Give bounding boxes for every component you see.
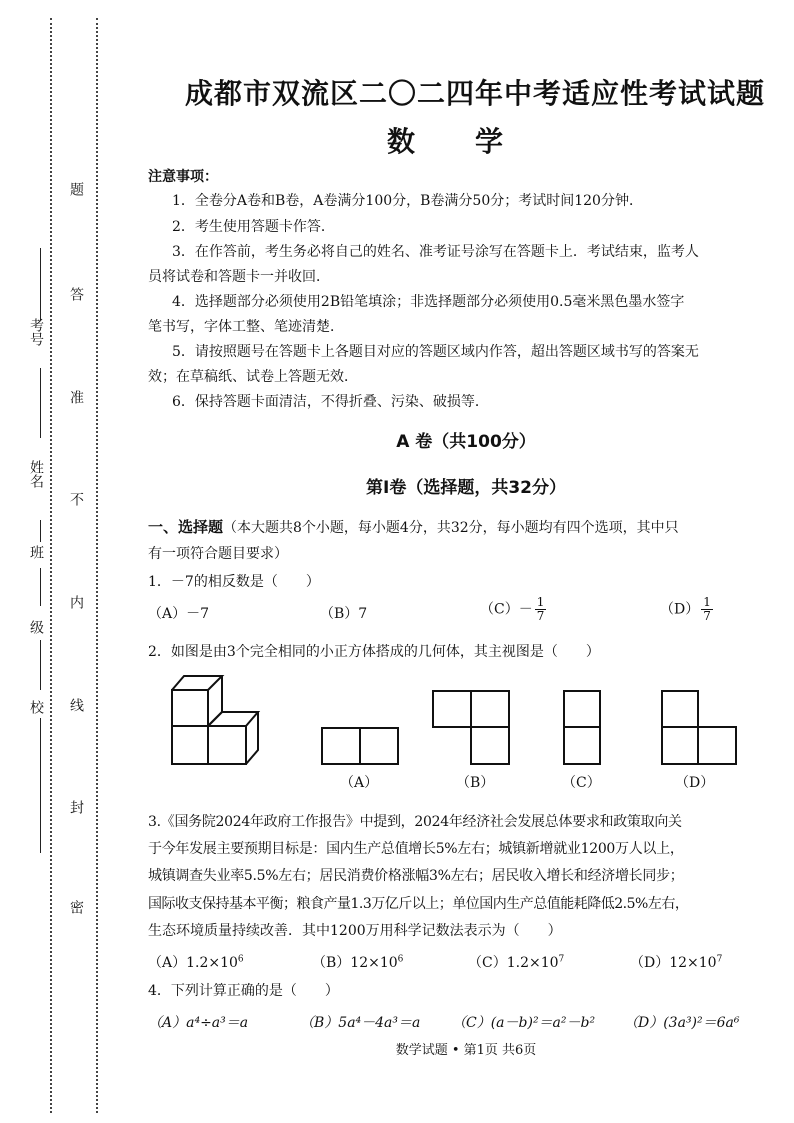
note-line-3b: 员将试卷和答题卡一并收回． [148, 269, 330, 285]
q1-c-denominator: 7 [536, 609, 545, 623]
q2-label-d: （D） [675, 775, 715, 791]
q3-option-b [312, 952, 403, 972]
seal-char-zhun: 准 [68, 390, 84, 404]
q3-a-base: （A）1.2×10 [148, 955, 238, 971]
q4-option-d: （D）(3a³)²＝6a⁶ [624, 1015, 740, 1031]
q3-b-exp: 6 [397, 954, 404, 965]
q3-line-2: 于今年发展主要预期目标是：国内生产总值增长5%左右；城镇新增就业1200万人以上， [148, 841, 684, 857]
grade-label: 级 [28, 620, 44, 634]
part1-desc-1: （本大题共8个小题，每小题4分，共32分，每小题均有四个选项，其中只 [223, 520, 679, 536]
note-line-4: 4．选择题部分必须使用2B铅笔填涂；非选择题部分必须使用0.5毫米黑色墨水签字 [172, 294, 685, 310]
q1-option-d-fraction [701, 596, 713, 623]
q2-figure-a-right [359, 727, 399, 765]
binding-dotted-line-outer [50, 18, 52, 1113]
section-1-heading: 第Ⅰ卷（选择题，共32分） [366, 478, 566, 498]
cube-solid-figure [168, 674, 288, 774]
q3-a-exp: 6 [237, 954, 244, 965]
q1-option-d [660, 596, 713, 623]
note-line-2: 2．考生使用答题卡作答． [172, 219, 335, 235]
note-line-4b: 笔书写，字体工整、笔迹清楚． [148, 319, 344, 335]
q1-option-a: （A）－7 [148, 606, 210, 622]
q2-figure-d-top [661, 690, 699, 728]
class-rule [40, 520, 41, 542]
note-line-5: 5．请按照题号在答题卡上各题目对应的答题区域内作答，超出答题区域书写的答案无 [172, 344, 699, 360]
school-rule [40, 640, 41, 690]
class-label: 班 [28, 545, 44, 559]
q1-option-b: （B）7 [320, 606, 368, 622]
note-line-6: 6．保持答题卡面清洁，不得折叠、污染、破损等． [172, 394, 489, 410]
q2-figure-c-bottom [563, 726, 601, 765]
seal-char-feng: 封 [68, 800, 84, 814]
q1-d-numerator: 1 [703, 595, 711, 609]
q2-figure-b-br [470, 726, 510, 765]
exam-no-label: 考号 [28, 318, 44, 346]
page-footer: 数学试题 • 第1页 共6页 [395, 1043, 537, 1058]
part1-line-1 [148, 518, 679, 537]
q3-c-exp: 7 [558, 954, 565, 965]
q2-label-c: （C） [562, 775, 601, 791]
q4-option-b: （B）5a⁴－4a³＝a [300, 1015, 421, 1031]
q1-option-c [480, 596, 546, 623]
q3-option-d [630, 952, 722, 972]
q4-option-c: （C）(a－b)²＝a²－b² [452, 1015, 596, 1031]
q3-line-5: 生态环境质量持续改善．其中1200万用科学记数法表示为（ ） [148, 923, 562, 939]
q4-option-a: （A）a⁴÷a³＝a [148, 1015, 249, 1031]
q1-option-d-prefix: （D） [660, 601, 700, 618]
notes-heading: 注意事项： [148, 169, 218, 185]
q3-option-a [148, 952, 244, 972]
q2-stem: 2．如图是由3个完全相同的小正方体搭成的几何体，其主视图是（ ） [148, 644, 600, 660]
q2-figure-a-left [321, 727, 361, 765]
part1-heading: 一、选择题 [148, 518, 224, 536]
seal-char-xian: 线 [68, 698, 84, 712]
q3-d-base: （D）12×10 [630, 955, 717, 971]
q1-option-c-prefix: （C）－ [480, 601, 533, 618]
q2-figure-d-br [697, 726, 737, 765]
q2-figure-b-tl [432, 690, 472, 728]
seal-char-da: 答 [68, 287, 84, 301]
note-line-3: 3．在作答前，考生务必将自己的姓名、准考证号涂写在答题卡上．考试结束，监考人 [172, 244, 699, 260]
q3-option-c [468, 952, 564, 972]
subject-title: 数学 [386, 125, 563, 158]
name-rule [40, 368, 41, 438]
q1-stem: 1．－7的相反数是（ ） [148, 574, 320, 590]
seal-char-bu: 不 [68, 492, 84, 506]
school-label: 校 [28, 700, 44, 714]
note-line-1: 1．全卷分A卷和B卷，A卷满分100分，B卷满分50分；考试时间120分钟． [172, 193, 643, 209]
seal-char-nei: 内 [68, 595, 84, 609]
school-rule-2 [40, 718, 41, 853]
q3-d-exp: 7 [716, 954, 723, 965]
exam-title: 成都市双流区二〇二四年中考适应性考试试题 [185, 77, 766, 110]
q1-option-c-fraction [535, 596, 547, 623]
q1-c-numerator: 1 [536, 595, 545, 609]
q2-figure-d-bl [661, 726, 699, 765]
q4-stem: 4．下列计算正确的是（ ） [148, 983, 339, 999]
grade-rule [40, 568, 41, 606]
q2-figure-b-tr [470, 690, 510, 728]
q1-d-denominator: 7 [703, 609, 711, 623]
q2-figure-c-top [563, 690, 601, 728]
seal-char-ti: 题 [68, 182, 84, 196]
name-label: 姓名 [28, 460, 44, 488]
part1-desc-2: 有一项符合题目要求） [148, 546, 288, 562]
section-a-heading: A 卷（共100分） [396, 432, 536, 452]
q3-c-base: （C）1.2×10 [468, 955, 559, 971]
binding-dotted-line-inner [96, 18, 98, 1113]
q3-b-base: （B）12×10 [312, 955, 398, 971]
q3-line-3: 城镇调查失业率5.5%左右；居民消费价格涨幅3%左右；居民收入增长和经济增长同步； [148, 868, 684, 884]
q3-line-1: 3.《国务院2024年政府工作报告》中提到，2024年经济社会发展总体要求和政策取向关 [148, 814, 682, 830]
q2-label-a: （A） [340, 775, 379, 791]
exam-no-rule [40, 248, 41, 320]
note-line-5b: 效；在草稿纸、试卷上答题无效． [148, 369, 358, 385]
q3-line-4: 国际收支保持基本平衡；粮食产量1.3万亿斤以上；单位国内生产总值能耗降低2.5%左右， [148, 896, 689, 912]
seal-char-mi: 密 [68, 900, 84, 914]
q2-label-b: （B） [456, 775, 495, 791]
